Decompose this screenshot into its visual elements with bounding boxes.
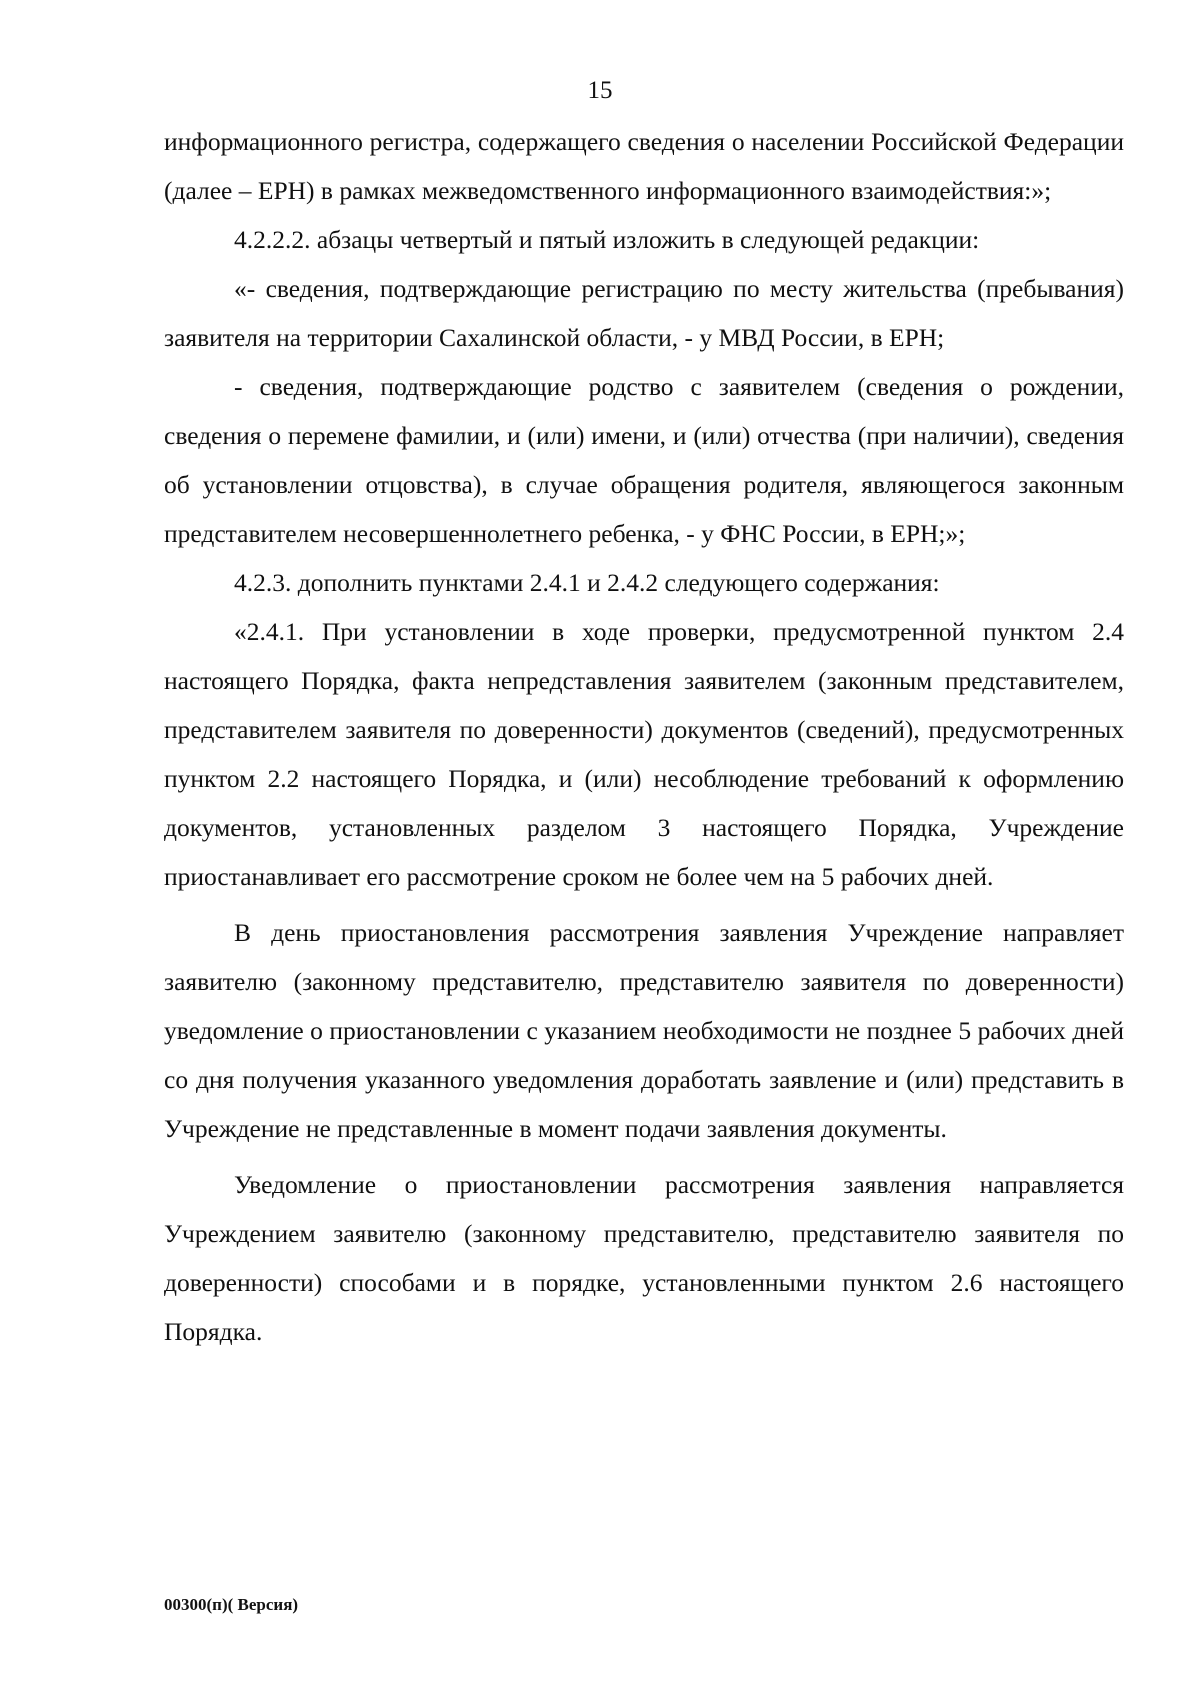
- footer-version-label: 00300(п)( Версия): [164, 1595, 299, 1614]
- paragraph-suspension-day: В день приостановления рассмотрения заявления Учреждение направляет заявителю (законному представителю, представителю заявителя по доверенности) уведомление о приостановлении с указанием необходимости не позднее 5 рабочих дней со дня получения указанного уведомления доработать заявление и (или) представить в Учреждение не представленные в момент подачи заявления документы.: [164, 918, 1124, 1143]
- paragraph-item-4-2-3: 4.2.3. дополнить пунктами 2.4.1 и 2.4.2 следующего содержания:: [234, 568, 940, 597]
- paragraph-registration-info: «- сведения, подтверждающие регистрацию по месту жительства (пребывания) заявителя на территории Сахалинской области, - у МВД России, в ЕРН;: [164, 274, 1124, 352]
- paragraph-continuation: информационного регистра, содержащего сведения о населении Российской Федерации (далее – ЕРН) в рамках межведомственного информационного взаимодействия:»;: [164, 127, 1124, 205]
- paragraph-item-4-2-2-2: 4.2.2.2. абзацы четвертый и пятый изложить в следующей редакции:: [234, 225, 980, 254]
- document-body: [164, 117, 1124, 1356]
- paragraph-kinship-info: - сведения, подтверждающие родство с заявителем (сведения о рождении, сведения о перемене фамилии, и (или) имени, и (или) отчества (при наличии), сведения об установлении отцовства), в случае обращения родителя, являющегося законным представителем несовершеннолетнего ребенка, - у ФНС России, в ЕРН;»;: [164, 372, 1124, 548]
- page-number: 15: [587, 77, 613, 104]
- paragraph-item-2-4-1: «2.4.1. При установлении в ходе проверки, предусмотренной пунктом 2.4 настоящего Порядка, факта непредставления заявителем (законным представителем, представителем заявителя по доверенности) документов (сведений), предусмотренных пунктом 2.2 настоящего Порядка, и (или) несоблюдение требований к оформлению документов, установленных разделом 3 настоящего Порядка, Учреждение приостанавливает его рассмотрение сроком не более чем на 5 рабочих дней.: [164, 617, 1124, 891]
- paragraph-suspension-notice: Уведомление о приостановлении рассмотрения заявления направляется Учреждением заявителю (законному представителю, представителю заявителя по доверенности) способами и в порядке, установленными пунктом 2.6 настоящего Порядка.: [164, 1170, 1124, 1346]
